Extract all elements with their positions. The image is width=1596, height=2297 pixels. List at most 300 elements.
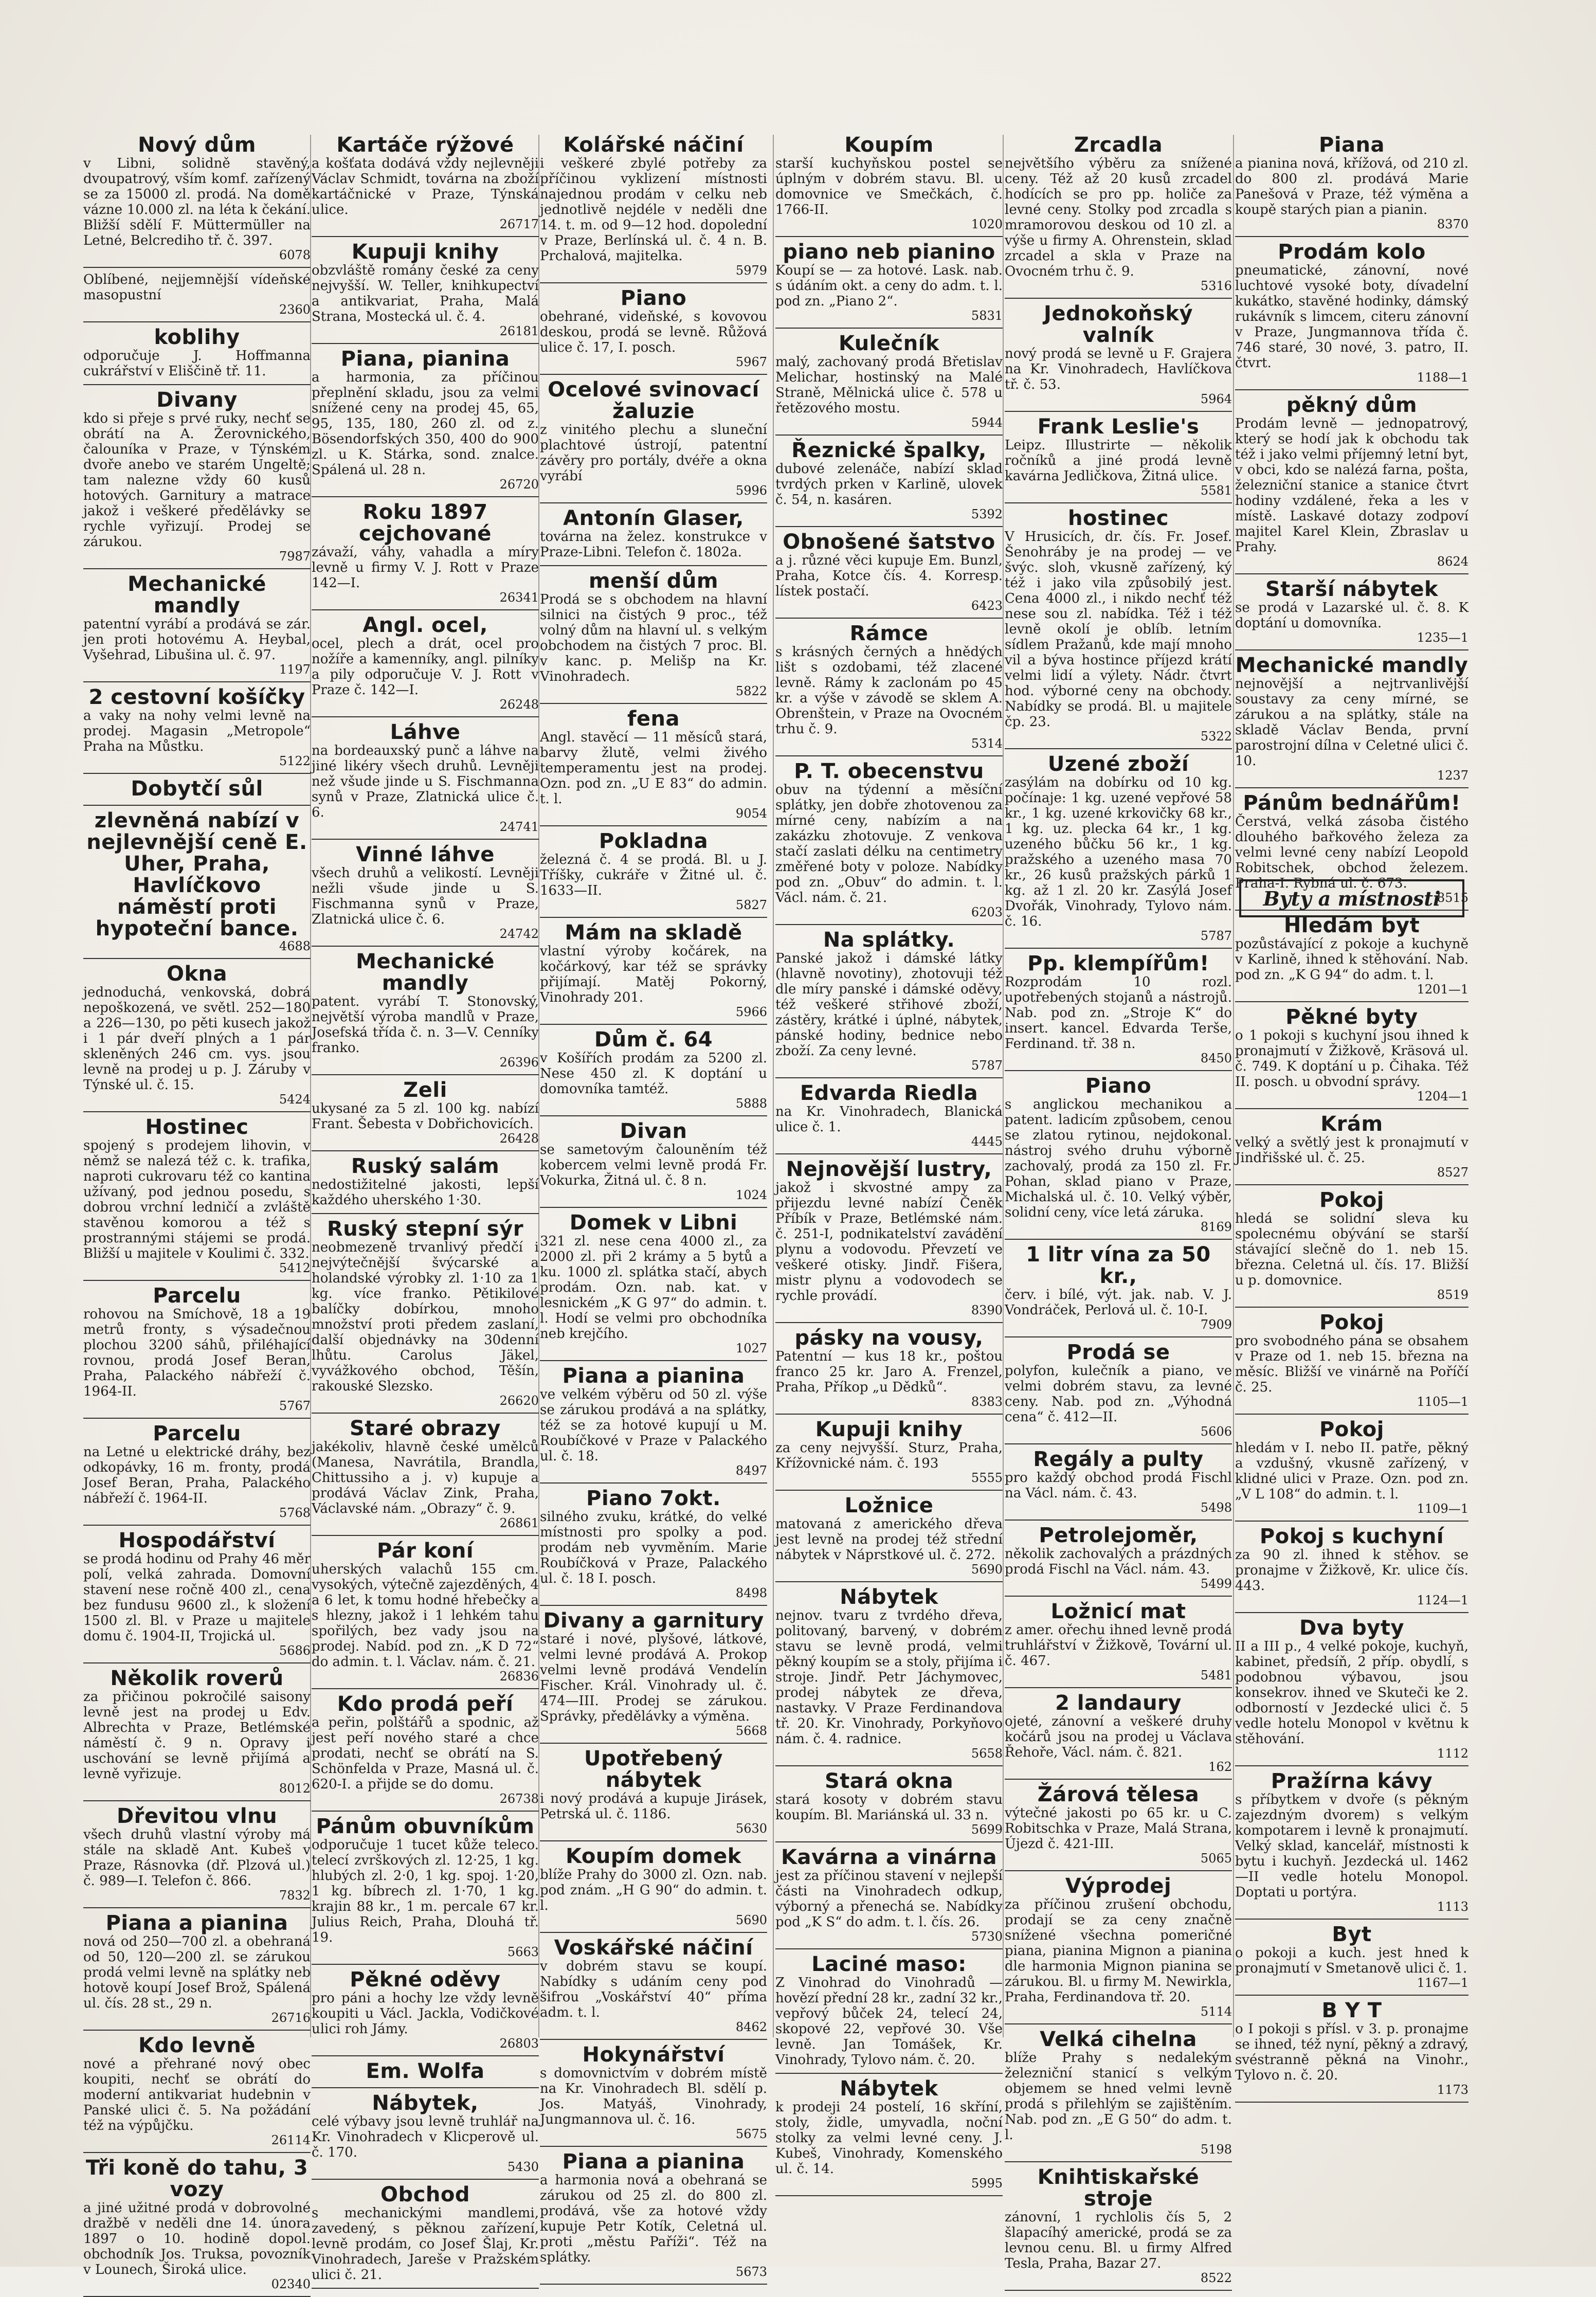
classified-ad bbox=[1235, 652, 1468, 785]
ad-text: se prodá v Lazarské ul. č. 8. K doptání u domovníka. bbox=[1235, 600, 1468, 631]
ad-separator bbox=[775, 1581, 1003, 1582]
ad-number: 1235—1 bbox=[1417, 630, 1468, 645]
ad-text: a pianina nová, křížová, od 210 zl. do 800 zl. prodává Marie Panešová v Praze, též výměna a koupě starých pian a pianin. bbox=[1235, 156, 1468, 218]
ad-number: 26181 bbox=[499, 324, 539, 338]
classified-ad bbox=[83, 386, 311, 566]
ad-heading: Antonín Glaser, bbox=[563, 507, 744, 530]
ad-heading: Piana, pianina bbox=[340, 347, 510, 371]
classified-ad bbox=[312, 1966, 539, 2053]
ad-text: V Hrusicích, dr. čís. Fr. Josef. Šenohráby je na prodej — ve švýc. sloh, vkusně zařízený, ký též i jako vila způsobilý jest. Cena 4000 zl., i nikdo nechť též nese sou zl. nabídka. Též i též levně okolí je oblíb. letním sídlem Pražanů, kde mají mnoho vil a býva hostince příjezd krátí velmi lidí a výlety. Nádr. čtvrt hod. výborné ceny na obchody. Nabídky se prodá. Bl. u majitele čp. 23. bbox=[1005, 529, 1232, 730]
ad-separator bbox=[312, 716, 539, 717]
ad-separator bbox=[1235, 1414, 1468, 1415]
ad-text: továrna na želez. konstrukce v Praze-Libni. Telefon č. 1802a. bbox=[540, 529, 767, 560]
column-rule bbox=[1003, 135, 1004, 2037]
ad-heading: Na splátky. bbox=[823, 928, 955, 952]
section-banner bbox=[1239, 879, 1464, 917]
ad-heading: Žárová tělesa bbox=[1037, 1783, 1200, 1806]
ad-separator bbox=[1235, 1521, 1468, 1522]
ad-number: 8497 bbox=[735, 1463, 767, 1478]
ad-separator bbox=[1005, 1687, 1232, 1688]
classified-ad bbox=[1235, 238, 1468, 387]
classified-ad bbox=[775, 1079, 1003, 1151]
ad-heading: Kulečník bbox=[838, 332, 940, 355]
ad-separator bbox=[540, 1207, 767, 1208]
classified-ad bbox=[1235, 912, 1468, 999]
ad-number: 5787 bbox=[971, 1058, 1003, 1073]
classified-ad bbox=[1235, 1523, 1468, 1610]
ad-text: nová od 250—700 zl. a obehraná od 50, 120—200 zl. se zárukou prodá velmi levně na splátky neb hotově koupí Josef Brož, Spálená ul. čís. 28 st., 29 n. bbox=[83, 1934, 311, 2011]
ad-text: patentní vyrábí a prodává se zár. jen proti hotovému A. Heybal, Vyšehrad, Libušina ul. č. 97. bbox=[83, 617, 311, 663]
ad-separator bbox=[83, 1418, 311, 1419]
ad-separator bbox=[1005, 298, 1232, 299]
classified-ad bbox=[540, 1745, 767, 1838]
ad-number: 5499 bbox=[1200, 1577, 1232, 1591]
classified-ad bbox=[1235, 1309, 1468, 1412]
ad-heading: Hospodářství bbox=[118, 1529, 276, 1552]
ad-heading: Mechanické mandly bbox=[1235, 654, 1468, 677]
classified-ad bbox=[775, 1492, 1003, 1579]
ad-heading: Prodám kolo bbox=[1278, 240, 1426, 264]
ad-separator bbox=[775, 1948, 1003, 1949]
ad-number: 5944 bbox=[971, 415, 1003, 430]
ad-heading: Jednokoňský valník bbox=[1043, 302, 1193, 347]
ad-text: Čerstvá, velká zásoba čistého dlouhého bařkového železa za velmi levné ceny nabízí Leopold Robitschek, obchod železem. Praha-I. Rybná ul. č. 673. bbox=[1235, 814, 1468, 891]
classified-ad bbox=[1005, 300, 1232, 409]
classified-ad bbox=[1005, 1598, 1232, 1685]
ad-number: 26861 bbox=[499, 1516, 539, 1530]
ad-number: 5995 bbox=[971, 2176, 1003, 2191]
ad-number: 26716 bbox=[271, 2011, 311, 2025]
ad-text: uherských valachů 155 cm. vysokých, výtečně zajezděných, 4 a 6 let, k tomu hodné hřebečky a s hlezny, jakož i 1 lehkém tahu spořilých, bez vady jsou na prodej. Nabíd. pod zn. „K D 72“ do admin. t. l. Václav. nám. č. 21. bbox=[312, 1562, 539, 1670]
ad-text: polyfon, kulečník a piano, ve velmi dobrém stavu, za levné ceny. Nab. pod zn. „Výhodná cena“ č. 412—II. bbox=[1005, 1363, 1232, 1425]
ad-number: 6423 bbox=[971, 599, 1003, 613]
ad-separator bbox=[312, 1213, 539, 1214]
column-6 bbox=[1235, 131, 1468, 2097]
ad-separator bbox=[775, 1077, 1003, 1078]
classified-ad bbox=[540, 1485, 767, 1603]
classified-ad bbox=[312, 1690, 539, 1808]
ad-heading: P. T. obecenstvu bbox=[794, 759, 984, 783]
ad-text: červ. i bílé, výt. jak. nab. V. J. Vondráček, Perlová ul. č. 10-I. bbox=[1005, 1287, 1232, 1318]
ad-text: jest za příčinou stavení v nejlepší části na Vinohradech odkup, výborný a přenechá se. Nabídky pod „K S“ do adm. t. l. čís. 26. bbox=[775, 1868, 1003, 1930]
ad-text: patent. vyrábí T. Stonovský, největší výroba mandlů v Praze, Josefská třída č. n. 3—V. Cenníky franko. bbox=[312, 994, 539, 1056]
ad-heading: Zeli bbox=[403, 1078, 447, 1102]
classified-ad bbox=[83, 323, 311, 382]
ad-text: malý, zachovaný prodá Břetislav Melichar, hostinský na Malé Straně, Mělnická ulice č. 578 u řetězového mostu. bbox=[775, 354, 1003, 416]
ad-number: 7909 bbox=[1200, 1317, 1232, 1332]
ad-number: 26620 bbox=[499, 1394, 539, 1408]
ad-separator bbox=[775, 1765, 1003, 1766]
ad-heading: Pánům obuvníkům bbox=[316, 1815, 535, 1838]
ad-number: 5964 bbox=[1200, 392, 1232, 406]
ad-text: silného zvuku, krátké, do velké místnosti pro spolky a pod. prodám neb vyvměním. Marie Roubíčková v Praze, Palackého ul. č. 18 I. posch. bbox=[540, 1509, 767, 1586]
classified-ad bbox=[83, 960, 311, 1109]
ad-number: 5198 bbox=[1200, 2142, 1232, 2157]
ad-heading: koblihy bbox=[154, 325, 240, 349]
ad-number: 5767 bbox=[279, 1399, 311, 1413]
ad-number: 5412 bbox=[279, 1261, 311, 1275]
ad-heading: Pár koní bbox=[376, 1539, 474, 1563]
ad-text: všech druhů vlastní výroby má stále na skladě Ant. Kubeš v Praze, Rásnovka (dř. Plzová ul.) č. 989—I. Telefon č. 866. bbox=[83, 1827, 311, 1889]
classified-ad bbox=[312, 1415, 539, 1533]
classified-ad bbox=[312, 345, 539, 494]
ad-separator bbox=[83, 1280, 311, 1281]
ad-text: a vaky na nohy velmi levně na prodej. Magasin „Metropole“ Praha na Můstku. bbox=[83, 708, 311, 754]
ad-number: 1113 bbox=[1437, 1900, 1468, 1914]
ad-heading: Divany bbox=[156, 388, 238, 412]
ad-number: 5424 bbox=[279, 1092, 311, 1107]
ad-heading: 2 cestovní košíčky bbox=[88, 685, 305, 709]
ad-number: 26836 bbox=[499, 1669, 539, 1684]
ad-separator bbox=[1005, 1520, 1232, 1521]
ad-number: 1201—1 bbox=[1417, 982, 1468, 997]
ad-heading: Piano 7okt. bbox=[586, 1487, 721, 1510]
ad-number: 26114 bbox=[271, 2133, 311, 2147]
ad-number: 5481 bbox=[1200, 1668, 1232, 1683]
ad-number: 1173 bbox=[1437, 2083, 1468, 2097]
ad-number: 8383 bbox=[971, 1395, 1003, 1409]
classified-ad bbox=[540, 567, 767, 701]
classified-ad bbox=[775, 1843, 1003, 1946]
ad-heading: Dva byty bbox=[1299, 1616, 1405, 1640]
ad-heading: Kolářské náčiní bbox=[563, 133, 744, 157]
ad-separator bbox=[83, 1800, 311, 1801]
ad-text: obzvláště romány české za ceny nejvyšší. W. Teller, knihkupectví a antikvariat, Praha, Malá Strana, Mostecká ul. č. 4. bbox=[312, 263, 539, 324]
ad-number: 5065 bbox=[1200, 1851, 1232, 1866]
ad-separator bbox=[312, 1074, 539, 1075]
ad-separator bbox=[1005, 2290, 1232, 2291]
classified-ad bbox=[1235, 1110, 1468, 1182]
ad-text: na Letné u elektrické dráhy, bez odkopávky, 16 m. fronty, prodá Josef Beran, Praha, Palackého nábřeží č. 1964-II. bbox=[83, 1444, 311, 1506]
ad-heading: Kupuji knihy bbox=[815, 1418, 963, 1441]
ad-heading: B Y T bbox=[1321, 1999, 1382, 2022]
ad-heading: Piano bbox=[1085, 1074, 1152, 1098]
ad-separator bbox=[540, 1115, 767, 1116]
ad-text: Angl. stavěcí — 11 měsíců stará, barvy žlutě, velmi živého temperamentu jest na prodej. Ozn. pod zn. „U E 83“ do admin. t. l. bbox=[540, 730, 767, 807]
classified-ad bbox=[775, 1950, 1003, 2071]
classified-ad bbox=[540, 131, 767, 280]
ad-separator bbox=[83, 1111, 311, 1112]
ad-separator bbox=[1235, 1108, 1468, 1109]
ad-heading: Piana a pianina bbox=[105, 1911, 288, 1935]
classified-ad bbox=[540, 1026, 767, 1113]
ad-heading: Angl. ocel, bbox=[362, 613, 488, 637]
ad-heading: Piana bbox=[1319, 133, 1385, 157]
ad-text: celé výbavy jsou levně truhlář na Kr. Vinohradech v Klicperově ul. č. 170. bbox=[312, 2114, 539, 2160]
ad-separator bbox=[83, 267, 311, 268]
ad-separator bbox=[83, 2152, 311, 2153]
classified-ad bbox=[1005, 1781, 1232, 1868]
ad-number: 26720 bbox=[499, 477, 539, 492]
ad-heading: Knihtiskařské stroje bbox=[1037, 2165, 1200, 2211]
ad-number: 8624 bbox=[1437, 554, 1468, 569]
ad-number: 5888 bbox=[735, 1096, 767, 1111]
ad-heading: 2 landaury bbox=[1055, 1691, 1182, 1715]
ad-number: 8450 bbox=[1200, 1051, 1232, 1065]
classified-ad bbox=[540, 1117, 767, 1205]
ad-number: 5787 bbox=[1200, 929, 1232, 943]
ad-text: na Kr. Vinohradech, Blanická ulice č. 1. bbox=[775, 1104, 1003, 1135]
classified-ad bbox=[775, 131, 1003, 234]
classified-ad bbox=[83, 2032, 311, 2150]
classified-ad bbox=[775, 437, 1003, 524]
ad-separator bbox=[83, 568, 311, 569]
classified-ad bbox=[540, 1934, 767, 2037]
ad-heading: Pokoj bbox=[1319, 1311, 1384, 1334]
classified-ad bbox=[775, 926, 1003, 1075]
ad-text: i veškeré zbylé potřeby za příčinou vyklizení místnosti najednou prodám v celku neb jednotlivě nejdéle v neděli dne 14. t. m. od 9—12 hod. dopolední v Praze, Berlínská ul. č. 4 n. B. Prchalová, majitelka. bbox=[540, 156, 767, 264]
ad-separator bbox=[312, 2288, 539, 2289]
ad-number: 02340 bbox=[271, 2277, 311, 2291]
ad-text: s krásných černých a hnědých lišt s ozdobami, též zlacené levně. Rámy k zaclonám po 45 kr. a výše v závodě se sklem A. Obrenštein, v Praze na Ovocném trhu č. 9. bbox=[775, 644, 1003, 737]
ad-text: i nový prodává a kupuje Jirásek, Petrská ul. č. 1186. bbox=[540, 1791, 767, 1822]
ad-heading: Mám na skladě bbox=[565, 921, 742, 945]
ad-heading: Ocelové svinovací žaluzie bbox=[548, 378, 759, 423]
ad-separator bbox=[775, 328, 1003, 329]
ad-number: 8515 bbox=[1437, 891, 1468, 905]
ad-number: 5699 bbox=[971, 1822, 1003, 1837]
ad-separator bbox=[775, 618, 1003, 619]
classified-ad bbox=[83, 1802, 311, 1905]
ad-text: obehrané, videňské, s kovovou deskou, prodá se levně. Růžová ulice č. 17, I. posch. bbox=[540, 309, 767, 355]
ad-separator bbox=[540, 703, 767, 704]
section-banner-title: Byty a místnosti bbox=[1263, 887, 1441, 910]
ad-number: 5822 bbox=[735, 684, 767, 698]
ad-separator bbox=[1235, 1995, 1468, 1996]
classified-ad bbox=[1005, 1241, 1232, 1334]
ad-heading: Piano bbox=[620, 286, 687, 310]
ad-heading: Nábytek bbox=[840, 2077, 938, 2101]
ad-text: s mechanickými mandlemi, zavedený, s pěknou zařízení, levně prodám, co Josef Šlaj, Kr. Vinohradech, Jareše v Pražském ulici č. 21. bbox=[312, 2205, 539, 2283]
classified-ad bbox=[540, 284, 767, 372]
classified-ad bbox=[312, 841, 539, 944]
classified-ad bbox=[540, 1362, 767, 1480]
ad-heading: 1 litr vína za 50 kr., bbox=[1026, 1243, 1211, 1288]
ad-text: o I pokoji s přísl. v 3. p. pronajme se ihned, též nyní, pěkný a zdravý, svéstranně pěkná na Vinohr., Tylovo n. č. 20. bbox=[1235, 2021, 1468, 2083]
ad-separator bbox=[1235, 1765, 1468, 1766]
ad-text: a jiné užitné prodá v dobrovolné dražbě v neděli dne 14. února 1897 o 10. hodině dopol. obchodník Jos. Truksa, povozník v Lounech, Široká ulice. bbox=[83, 2200, 311, 2277]
ad-heading: Dřevitou vlnu bbox=[116, 1804, 278, 1828]
classified-ad bbox=[83, 683, 311, 771]
ad-separator bbox=[83, 681, 311, 682]
ad-number: 1124—1 bbox=[1417, 1593, 1468, 1607]
ad-number: 5322 bbox=[1200, 729, 1232, 744]
ad-number: 5690 bbox=[971, 1562, 1003, 1577]
ad-separator bbox=[540, 502, 767, 503]
ad-number: 8169 bbox=[1200, 1220, 1232, 1234]
ad-text: 321 zl. nese cena 4000 zl., za 2000 zl. při 2 krámy a 5 bytů a ku. 1000 zl. splátka stačí, abych prodám. Ozn. nab. kat. v lesnickém „K G 97“ do admin. t. l. Hodí se velmi pro obchodníka neb krejčího. bbox=[540, 1234, 767, 1342]
classified-ad bbox=[312, 131, 539, 234]
ad-heading: Kavárna a vinárna bbox=[781, 1846, 997, 1869]
ad-separator bbox=[1005, 1596, 1232, 1597]
ad-separator bbox=[775, 1841, 1003, 1842]
classified-ad bbox=[83, 269, 311, 319]
ad-text: odporučuje 1 tucet kůže teleco. telecí zvrškových zl. 12·25, 1 kg. hlubých zl. 2·0, 1 kg. spoj. 1·20, 1 kg. bíbrech zl. 1·70, 1 kg. krajin 88 kr., 1 m. percale 67 kr. Julius Reich, Praha, Dlouhá tř. 19. bbox=[312, 1837, 539, 1945]
ad-text: kdo si přeje s prvé ruky, nechť se obrátí na A. Žerovnického, čalouníka v Praze, v Týnském dvoře anebo ve starém Ungeltě; tam nalezne vždy 60 kusů hotových. Garnitury a matrace jakož i veškeré předělávky se rychle vyřizují. Prodej se zárukou. bbox=[83, 411, 311, 550]
ad-heading: Zrcadla bbox=[1074, 133, 1163, 157]
ad-text: a j. různé věci kupuje Em. Bunzl, Praha, Kotce čís. 4. Korresp. lístek postačí. bbox=[775, 553, 1003, 599]
ad-number: 5831 bbox=[971, 309, 1003, 323]
ad-text: s domovnictvím v dobrém místě na Kr. Vinohradech Bl. sdělí p. Jos. Matyáš, Vinohrady, Jungmannova ul. č. 16. bbox=[540, 2066, 767, 2127]
ad-separator bbox=[1235, 1184, 1468, 1185]
classified-ad bbox=[775, 620, 1003, 753]
ad-heading: Stará okna bbox=[824, 1769, 954, 1793]
ad-number: 8462 bbox=[735, 2020, 767, 2034]
ad-text: Z Vinohrad do Vinohradů — hovězí přední 28 kr., zadní 32 kr., vepřový bůček 24, telecí 24, skopové 22, vepřové 30. Vše levně. Jan Tomášek, Kr. Vinohrady, Tylovo nám. č. 20. bbox=[775, 1975, 1003, 2068]
classified-ad bbox=[83, 1527, 311, 1660]
ad-number: 5122 bbox=[279, 754, 311, 768]
ad-heading: Dům č. 64 bbox=[594, 1028, 713, 1052]
ad-text: spojený s prodejem lihovin, v němž se nalezá též c. k. trafika, naproti cukrovaru též co kantina užívaný, pod jednou posedu, s dobrou vrchní ledničí a zvláště stavěnou komorou a též s prostrannými stájemi se prodá. Bližší u majitele v Koulimi č. 332. bbox=[83, 1138, 311, 1261]
ad-heading: Pěkné oděvy bbox=[350, 1968, 501, 1992]
ad-heading: Dobytčí sůl bbox=[131, 777, 263, 801]
ad-separator bbox=[312, 946, 539, 947]
ad-heading: Edvarda Riedla bbox=[800, 1081, 978, 1105]
ad-heading: Hledám byt bbox=[1283, 914, 1420, 937]
column-rule bbox=[773, 135, 774, 2037]
ad-heading: Pražírna kávy bbox=[1271, 1769, 1433, 1793]
ad-heading: Piana a pianina bbox=[562, 1364, 745, 1388]
ad-text: za ceny nejvyšší. Sturz, Praha, Křížovnické nám. č. 193 bbox=[775, 1440, 1003, 1471]
column-rule bbox=[1233, 135, 1234, 2037]
classified-ad bbox=[540, 1209, 767, 1358]
ad-text: nejnov. tvaru z tvrdého dřeva, politovaný, barvený, v dobrém stavu se levně prodá, velmi pěkný koupím se a stoly, přijíma i stroje. Jindř. Petr Jáchymovec, prodej nábytek ze dřeva, nastavky. V Praze Ferdinandova tř. 20. Kr. Vinohrady, Porkyňovo nám. č. 4. radnice. bbox=[775, 1608, 1003, 1747]
ad-separator bbox=[540, 374, 767, 375]
ad-text: pro páni a hochy lze vždy levně koupiti u Václ. Jackla, Vodičkové ulici roh Jámy. bbox=[312, 1991, 539, 2037]
ad-heading: Pokoj bbox=[1319, 1188, 1384, 1212]
ad-heading: Nábytek bbox=[840, 1585, 938, 1609]
classified-ad bbox=[312, 1152, 539, 1211]
classified-ad bbox=[312, 1215, 539, 1410]
ad-text: dubové zelenáče, nabízí sklad tvrdých prken v Karlině, ulovek č. 54, n. kasáren. bbox=[775, 461, 1003, 508]
column-5 bbox=[1005, 131, 1232, 2285]
ad-heading: Nábytek, bbox=[372, 2091, 479, 2115]
ad-text: zánovní, 1 rychlolis čís 5, 2 šlapacíhý americké, prodá se za levnou cenu. Bl. u firmy Alfred Tesla, Praha, Bazar 27. bbox=[1005, 2210, 1232, 2271]
ad-number: 8498 bbox=[735, 1586, 767, 1600]
ad-text: z amer. ořechu ihned levně prodá truhlářství v Žižkově, Tovární ul. č. 467. bbox=[1005, 1622, 1232, 1669]
ad-text: hledám v I. nebo II. patře, pěkný a vzdušný, vkusně zařízený, v klidné ulici v Praze. Ozn. pod zn. „V L 108“ do admin. t. l. bbox=[1235, 1440, 1468, 1502]
ad-separator bbox=[83, 321, 311, 322]
ad-text: nové a přehrané nový obec koupiti, nechť se obrátí do moderní antikvariat hudebnin v Panské ulici č. 5. Na požádání též na výpůjčku. bbox=[83, 2056, 311, 2133]
ad-separator bbox=[83, 2030, 311, 2031]
classified-ad bbox=[312, 611, 539, 714]
classified-ad bbox=[540, 1607, 767, 1741]
ad-number: 1027 bbox=[735, 1341, 767, 1355]
ad-number: 26803 bbox=[499, 2036, 539, 2051]
classified-ad bbox=[775, 1767, 1003, 1839]
ad-heading: pásky na vousy, bbox=[794, 1326, 984, 1350]
ad-heading: Piana a pianina bbox=[562, 2150, 745, 2174]
classified-ad bbox=[1235, 1997, 1468, 2100]
classified-ad bbox=[1005, 1872, 1232, 2021]
ad-number: 1167—1 bbox=[1417, 1976, 1468, 1990]
classified-ad bbox=[775, 757, 1003, 922]
ad-heading: Ložnicí mat bbox=[1050, 1600, 1186, 1623]
ad-text: největšího výběru za snížené ceny. Též až 20 kusů zrcadel hodících se pro pp. holiče za levné ceny. Stolky pod zrcadla s mramorovou deskou od 10 zl. a výše u firmy A. Ohrenstein, sklad zrcadel a skla v Praze na Ovocném trhu č. 9. bbox=[1005, 156, 1232, 279]
classified-ad bbox=[83, 775, 311, 803]
ad-heading: Regály a pulty bbox=[1033, 1448, 1204, 1471]
ad-number: 162 bbox=[1208, 1760, 1232, 1774]
ad-separator bbox=[540, 1360, 767, 1361]
ad-text: za příčinou zrušení obchodu, prodají se za ceny značně snížené všechna pomeričné piana, pianina Mignon a pianina dle harmonia Mignon pianina se zárukou. Bl. u firmy M. Newirkla, Praha, Ferdinandova tř. 20. bbox=[1005, 1897, 1232, 2005]
classified-ad bbox=[83, 1665, 311, 1798]
ad-heading: Hokynářství bbox=[582, 2043, 725, 2067]
ad-heading: Divany a garnitury bbox=[543, 1609, 764, 1633]
classified-ad bbox=[540, 504, 767, 563]
ad-heading: Pokladna bbox=[598, 829, 709, 853]
ad-heading: pěkný dům bbox=[1286, 393, 1418, 417]
ad-text: nejnovější a nejtrvanlivější soustavy za ceny mírné, se zárukou a na splátky, stále na skladě Václav Benda, první parostrojní dílna v Celetné ulici č. 10. bbox=[1235, 676, 1468, 769]
ad-text: jednoduchá, venkovská, dobrá nepoškozená, ve světl. 252—180 a 226—130, po pěti kusech jakož i 1 pár dveří plných a 1 pár skleněných 246 cm. vys. jsou levně na prodej u p. J. Záruby v Týnské ul. č. 15. bbox=[83, 985, 311, 1093]
ad-heading: hostinec bbox=[1068, 507, 1169, 530]
classified-ad bbox=[312, 238, 539, 341]
ad-text: Prodám levně — jednopatrový, který se hodí jak k obchodu tak též i jako velmi příjemný letní byt, v obci, kdo se nalézá farna, pošta, železniční stanice a stanice čtvrt hodiny vzdálené, řeka a les v místě. Laskavé dotazy zodpoví majitel Karel Klein, Zbraslav u Prahy. bbox=[1235, 416, 1468, 555]
ad-number: 5979 bbox=[735, 263, 767, 278]
ad-heading: fena bbox=[627, 707, 680, 731]
ad-separator bbox=[312, 839, 539, 840]
classified-ad bbox=[83, 1420, 311, 1523]
ad-heading: Výprodej bbox=[1065, 1874, 1172, 1898]
ad-heading: Pánům bednářům! bbox=[1243, 791, 1461, 815]
classified-ad bbox=[540, 1842, 767, 1930]
classified-ad bbox=[1235, 131, 1468, 234]
ad-heading: Byt bbox=[1332, 1923, 1372, 1946]
ad-text: se sametovým čalouněním též kobercem velmi levně prodá Fr. Vokurka, Žitná ul. č. 8 n. bbox=[540, 1142, 767, 1188]
ad-separator bbox=[312, 343, 539, 344]
ad-number: 1197 bbox=[279, 662, 311, 677]
ad-separator bbox=[775, 435, 1003, 436]
ad-separator bbox=[1005, 411, 1232, 412]
ad-text: ve velkém výběru od 50 zl. výše se zárukou prodává a na splátky, též se za hotové kupují u M. Roubíčkové v Praze v Palackého ul. č. 18. bbox=[540, 1387, 767, 1464]
ad-heading: Okna bbox=[166, 962, 228, 986]
ad-text: matovaná z amerického dřeva jest levně na prodej též střední nábytek v Náprstkové ul. č. 272. bbox=[775, 1516, 1003, 1563]
column-2 bbox=[312, 131, 539, 2283]
ad-heading: menší dům bbox=[588, 569, 719, 593]
ad-heading: Kdo levně bbox=[138, 2034, 256, 2057]
ad-heading: Pěkné byty bbox=[1285, 1005, 1418, 1029]
ad-separator bbox=[83, 805, 311, 806]
ad-separator bbox=[312, 1688, 539, 1689]
ad-number: 8527 bbox=[1437, 1165, 1468, 1180]
ad-number: 26738 bbox=[499, 1792, 539, 1806]
ad-separator bbox=[540, 2146, 767, 2147]
ad-separator bbox=[540, 1024, 767, 1025]
ad-text: s příbytkem v dvoře (s pěkným zajezdným dvorem) s velkým kompotarem i levně k pronajmutí. Velký sklad, kancelář, místnosti k bytu i kuchyň. Jezdecká ul. 1462—II vedle hotelu Monopol. Doptati u portýra. bbox=[1235, 1792, 1468, 1900]
classified-ad bbox=[1235, 575, 1468, 647]
classified-ad bbox=[775, 528, 1003, 616]
ad-text: Patentní — kus 18 kr., poštou franco 25 kr. Jaro A. Frenzel, Praha, Příkop „u Dědků“. bbox=[775, 1349, 1003, 1395]
ad-text: a harmonia nová a obehraná se zárukou od 25 zl. do 800 zl. prodává, vše za hotové vždy kupuje Petr Kotík, Celetná ul. proti „městu Paříži“. Též na splátky. bbox=[540, 2173, 767, 2265]
ad-text: za přičinou pokročilé saisony levně jest na prodej u Edv. Albrechta v Praze, Betlémské náměstí č. 9 n. Opravy i uschování se levně přijímá a levně vyřizuje. bbox=[83, 1689, 311, 1782]
ad-text: o 1 pokoji s kuchyní jsou ihned k pronajmutí v Žižkově, Kräsová ul. č. 749. K doptání u p. Čihaka. Též II. posch. u obvodní správy. bbox=[1235, 1028, 1468, 1090]
ad-text: blíže Prahy do 3000 zl. Ozn. nab. pod znám. „H G 90“ do admin. t. l. bbox=[540, 1867, 767, 1913]
classified-ad bbox=[1235, 1416, 1468, 1518]
ad-heading: Hostinec bbox=[145, 1115, 249, 1139]
ad-separator bbox=[83, 1662, 311, 1663]
classified-ad bbox=[83, 1113, 311, 1278]
classified-ad bbox=[83, 1282, 311, 1416]
ad-separator bbox=[83, 958, 311, 959]
ad-text: pneumatické, zánovní, nové luchtové vysoké boty, dívadelní kukátko, stavěné hodinky, dámský rukávník s limcem, citeru zánovní v Praze, Jungmannova třída č. 746 staré, 30 nové, 3. patro, II. čtvrt. bbox=[1235, 263, 1468, 371]
classified-ad bbox=[1005, 131, 1232, 296]
ad-separator bbox=[312, 1964, 539, 1965]
ad-number: 8519 bbox=[1437, 1288, 1468, 1302]
ad-separator bbox=[775, 1414, 1003, 1415]
classified-ad bbox=[83, 570, 311, 679]
ad-text: rohovou na Smíchově, 18 a 19 metrů fronty, s výsadečnou plochou 3200 sáhů, přiléhající rovnou, prodá Josef Beran, Praha, Palackého nábřeží č. 1964-II. bbox=[83, 1307, 311, 1399]
ad-number: 5966 bbox=[735, 1005, 767, 1019]
ad-heading: Laciné maso: bbox=[811, 1952, 967, 1976]
